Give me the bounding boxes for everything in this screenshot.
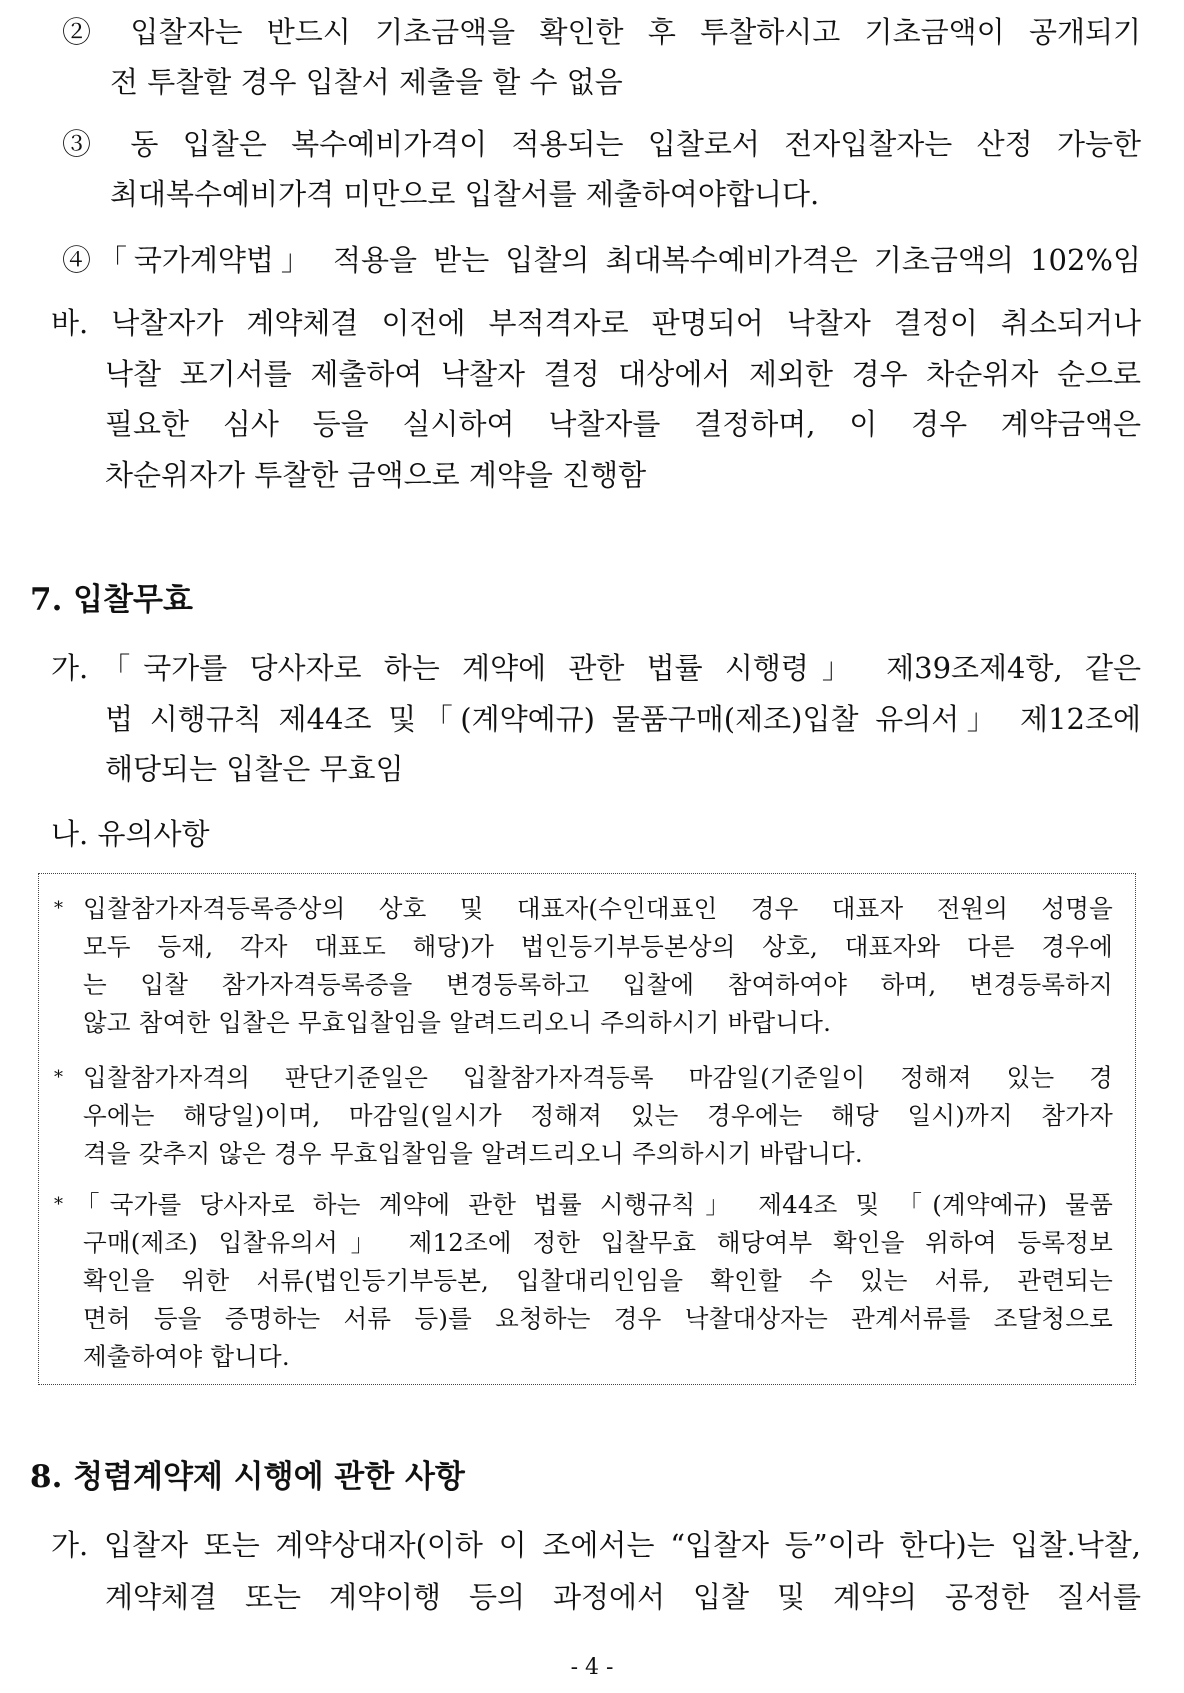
note-2-line-1: 입찰참가자격의 판단기준일은 입찰참가자격등록 마감일(기준일이 정해져 있는 경 [83, 1063, 1113, 1092]
item-3-line-1: ③ 동 입찰은 복수예비가격이 적용되는 입찰로서 전자입찰자는 산정 가능한 [62, 127, 1141, 161]
item-4-line-1: ④「국가계약법」 적용을 받는 입찰의 최대복수예비가격은 기초금액의 102%임 [62, 243, 1141, 277]
note-2-line-3: 격을 갖추지 않은 경우 무효입찰임을 알려드리오니 주의하시기 바랍니다. [83, 1139, 863, 1168]
page-number: - 4 - [570, 1655, 614, 1680]
note-1-line-1: 입찰참가자격등록증상의 상호 및 대표자(수인대표인 경우 대표자 전원의 성명을 [83, 894, 1113, 923]
sec8-ga-line-1: 가. 입찰자 또는 계약상대자(이하 이 조에서는 “입찰자 등”이라 한다)는 입찰.낙찰, [51, 1528, 1141, 1562]
ba-line-2: 낙찰 포기서를 제출하여 낙찰자 결정 대상에서 제외한 경우 차순위자 순으로 [105, 357, 1141, 391]
sec7-ga-line-1: 가.「국가를 당사자로 하는 계약에 관한 법률 시행령」 제39조제4항, 같은 [51, 651, 1141, 685]
note-3-line-2: 구매(제조) 입찰유의서」 제12조에 정한 입찰무효 해당여부 확인을 위하여 등록정보 [83, 1228, 1113, 1257]
notice-box [38, 873, 1136, 1385]
ba-line-3: 필요한 심사 등을 실시하여 낙찰자를 결정하며, 이 경우 계약금액은 [105, 407, 1141, 441]
note-2-line-2: 우에는 해당일)이며, 마감일(일시가 정해져 있는 경우에는 해당 일시)까지 참가자 [83, 1101, 1113, 1130]
sec7-ga-line-3: 해당되는 입찰은 무효임 [105, 752, 404, 786]
note-1-line-4: 않고 참여한 입찰은 무효입찰임을 알려드리오니 주의하시기 바랍니다. [83, 1008, 832, 1037]
section-8-heading: 8. 청렴계약제 시행에 관한 사항 [30, 1459, 465, 1495]
note-3-line-4: 면허 등을 증명하는 서류 등)를 요청하는 경우 낙찰대상자는 관계서류를 조달청으로 [83, 1304, 1113, 1333]
sec7-ga-line-2: 법 시행규칙 제44조 및「(계약예규) 물품구매(제조)입찰 유의서」 제12조에 [105, 702, 1141, 736]
note-2-bullet: * [54, 1067, 63, 1088]
ba-line-4: 차순위자가 투찰한 금액으로 계약을 진행함 [105, 458, 647, 492]
note-3-bullet: * [54, 1194, 63, 1215]
note-3-line-3: 확인을 위한 서류(법인등기부등본, 입찰대리인임을 확인할 수 있는 서류, 관련되는 [83, 1266, 1113, 1295]
note-3-line-5: 제출하여야 합니다. [83, 1342, 290, 1371]
ba-line-1: 바. 낙찰자가 계약체결 이전에 부적격자로 판명되어 낙찰자 결정이 취소되거나 [51, 306, 1141, 340]
note-3-line-1: 「국가를 당사자로 하는 계약에 관한 법률 시행규칙」 제44조 및 「(계약예규) 물품 [75, 1190, 1113, 1219]
note-1-bullet: * [54, 898, 63, 919]
section-7-heading: 7. 입찰무효 [30, 582, 193, 618]
note-1-line-2: 모두 등재, 각자 대표도 해당)가 법인등기부등본상의 상호, 대표자와 다른 경우에 [83, 932, 1113, 961]
note-1-line-3: 는 입찰 참가자격등록증을 변경등록하고 입찰에 참여하여야 하며, 변경등록하지 [83, 970, 1113, 999]
sec7-na-line: 나. 유의사항 [51, 817, 210, 851]
item-2-line-2: 전 투찰할 경우 입찰서 제출을 할 수 없음 [110, 65, 623, 99]
item-2-line-1: ② 입찰자는 반드시 기초금액을 확인한 후 투찰하시고 기초금액이 공개되기 [62, 15, 1141, 49]
item-3-line-2: 최대복수예비가격 미만으로 입찰서를 제출하여야합니다. [110, 177, 820, 211]
sec8-ga-line-2: 계약체결 또는 계약이행 등의 과정에서 입찰 및 계약의 공정한 질서를 [105, 1580, 1141, 1614]
